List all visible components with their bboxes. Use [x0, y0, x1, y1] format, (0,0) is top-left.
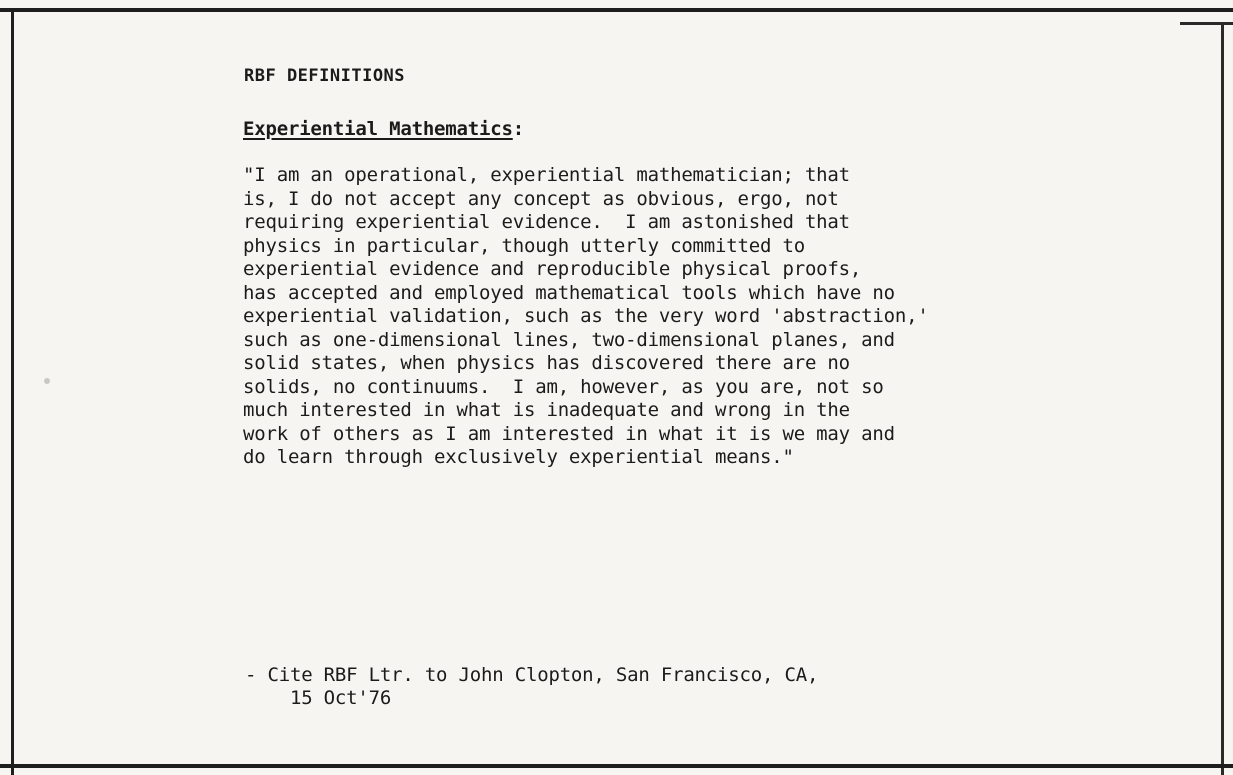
card-border-left: [11, 8, 14, 775]
quote-line: has accepted and employed mathematical tools which have no: [243, 281, 895, 304]
card-border-top: [0, 8, 1233, 12]
quote-line: requiring experiential evidence. I am astonished that: [243, 211, 850, 233]
citation-date: 15 Oct'76: [245, 687, 392, 709]
definition-heading: [243, 118, 524, 140]
quote-line: experiential evidence and reproducible physical proofs,: [243, 258, 862, 280]
quote-line: work of others as I am interested in what it is we may and: [243, 422, 895, 445]
document-title: RBF DEFINITIONS: [244, 66, 406, 86]
quote-line: experiential validation, such as the very word 'abstraction,': [243, 305, 929, 327]
definition-heading-colon: :: [512, 118, 524, 140]
quote-line: "I am an operational, experiential mathematician; that: [243, 164, 850, 186]
quote-line: solids, no continuums. I am, however, as you are, not so: [243, 375, 884, 398]
quote-line: physics in particular, though utterly committed to: [243, 234, 805, 257]
card-border-bottom: [0, 764, 1233, 768]
quote-line: solid states, when physics has discovered there are no: [243, 352, 850, 374]
card-border-top-right: [1180, 22, 1233, 25]
card-border-right: [1221, 24, 1224, 775]
quote-line: such as one-dimensional lines, two-dimensional planes, and: [243, 328, 895, 351]
scan-speck: [44, 378, 50, 384]
quote-line: much interested in what is inadequate and wrong in the: [243, 399, 850, 421]
quote-line: do learn through exclusively experiential means.": [243, 446, 794, 468]
citation-line: - Cite RBF Ltr. to John Clopton, San Francisco, CA,: [245, 664, 819, 686]
citation: [245, 664, 818, 710]
definition-heading-text: Experiential Mathematics: [243, 118, 513, 140]
quote-line: is, I do not accept any concept as obvious, ergo, not: [243, 187, 839, 210]
definition-quote: [243, 164, 1143, 470]
